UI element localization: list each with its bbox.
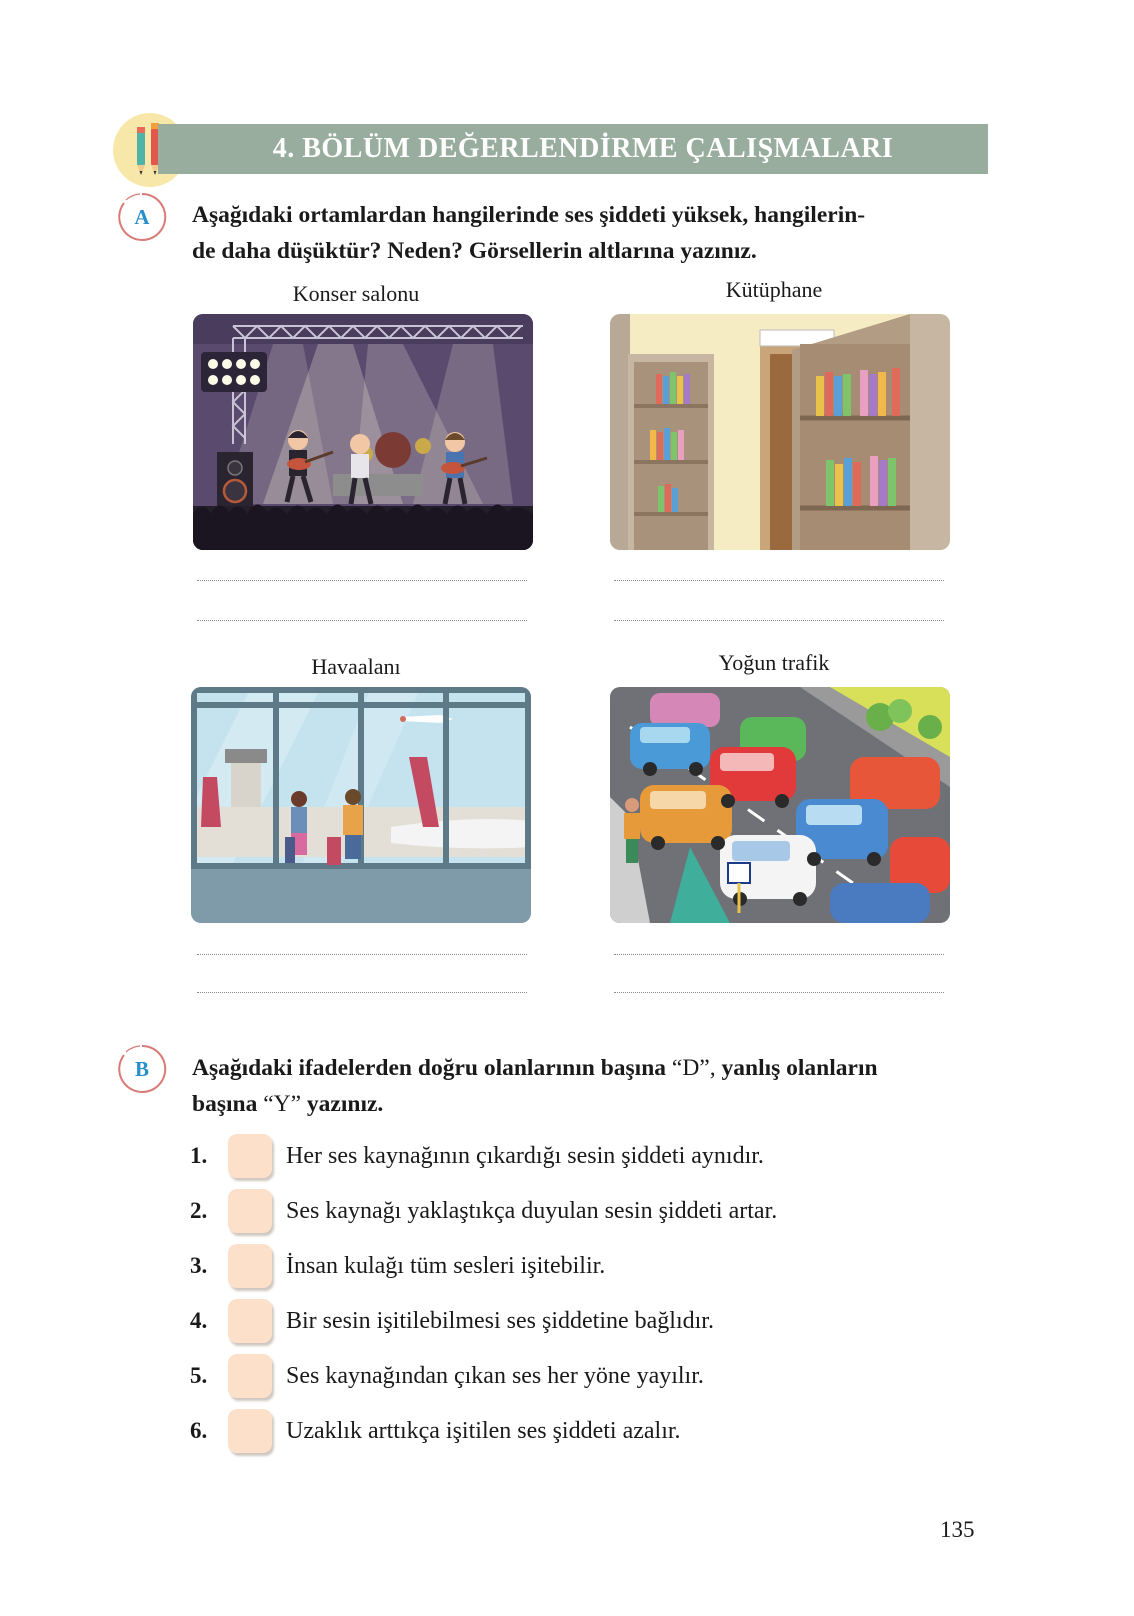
section-a-letter: A: [134, 204, 150, 229]
traffic-jam-illustration: [610, 687, 950, 923]
answer-box[interactable]: [228, 1244, 272, 1288]
section-b-marker: [116, 1043, 168, 1095]
statement-text: Bir sesin işitilebilmesi ses şiddetine bağlıdır.: [286, 1307, 714, 1334]
statement-text: Ses kaynağından çıkan ses her yöne yayılır.: [286, 1362, 704, 1389]
caption-concert: Konser salonu: [292, 281, 420, 306]
statement-row: [190, 1408, 681, 1454]
caption-library: Kütüphane: [725, 277, 823, 302]
caption-airport: Havaalanı: [311, 654, 401, 679]
question-b-text-4: yazınız.: [306, 1091, 384, 1117]
answer-line-concert-1[interactable]: [197, 580, 527, 581]
statement-text: Uzaklık arttıkça işitilen ses şiddeti azalır.: [286, 1417, 681, 1444]
caption-traffic: Yoğun trafik: [718, 650, 830, 675]
statement-row: [190, 1133, 764, 1179]
answer-line-library-1[interactable]: [614, 580, 944, 581]
section-b-letter: B: [134, 1056, 149, 1081]
answer-box[interactable]: [228, 1189, 272, 1233]
statement-number: 6.: [190, 1418, 208, 1443]
statement-number: 2.: [190, 1198, 208, 1223]
statement-row: [190, 1298, 714, 1344]
statement-number: 4.: [190, 1308, 208, 1333]
question-b-d-mark: “D”,: [671, 1055, 716, 1081]
answer-box[interactable]: [228, 1354, 272, 1398]
statement-row: [190, 1188, 777, 1234]
airport-window-illustration: [191, 687, 531, 923]
answer-box[interactable]: [228, 1409, 272, 1453]
question-b-text-2: yanlış olanların: [715, 1055, 878, 1081]
concert-stage-illustration: [193, 314, 533, 550]
statement-row: [190, 1243, 605, 1289]
question-b-text-1: Aşağıdaki ifadelerden doğru olanlarının başına: [192, 1055, 667, 1081]
answer-line-library-2[interactable]: [614, 620, 944, 621]
answer-line-traffic-1[interactable]: [614, 954, 944, 955]
statement-text: İnsan kulağı tüm sesleri işitebilir.: [286, 1252, 606, 1279]
page-number: 135: [940, 1517, 975, 1542]
answer-box[interactable]: [228, 1299, 272, 1343]
question-a-line2: de daha düşüktür? Neden? Görsellerin altlarına yazınız.: [192, 238, 757, 264]
question-b: [192, 1050, 878, 1122]
statement-row: [190, 1353, 704, 1399]
statement-text: Her ses kaynağının çıkardığı sesin şiddeti aynıdır.: [286, 1142, 764, 1169]
answer-box[interactable]: [228, 1134, 272, 1178]
answer-line-airport-1[interactable]: [197, 954, 527, 955]
question-a: [192, 197, 865, 269]
statement-number: 5.: [190, 1363, 208, 1388]
question-b-text-3: başına: [192, 1091, 258, 1117]
question-a-line1: Aşağıdaki ortamlardan hangilerinde ses şiddeti yüksek, hangilerin-: [192, 202, 866, 228]
section-a-marker: [116, 191, 168, 243]
answer-line-concert-2[interactable]: [197, 620, 527, 621]
answer-line-traffic-2[interactable]: [614, 992, 944, 993]
page-title: 4. BÖLÜM DEĞERLENDİRME ÇALIŞMALARI: [272, 133, 894, 164]
statement-text: Ses kaynağı yaklaştıkça duyulan sesin şiddeti artar.: [286, 1197, 778, 1224]
library-shelves-illustration: [610, 314, 950, 550]
statement-number: 1.: [190, 1143, 208, 1168]
statement-number: 3.: [190, 1253, 208, 1278]
question-b-y-mark: “Y”: [263, 1091, 302, 1117]
answer-line-airport-2[interactable]: [197, 992, 527, 993]
section-title-bar: [158, 124, 988, 174]
